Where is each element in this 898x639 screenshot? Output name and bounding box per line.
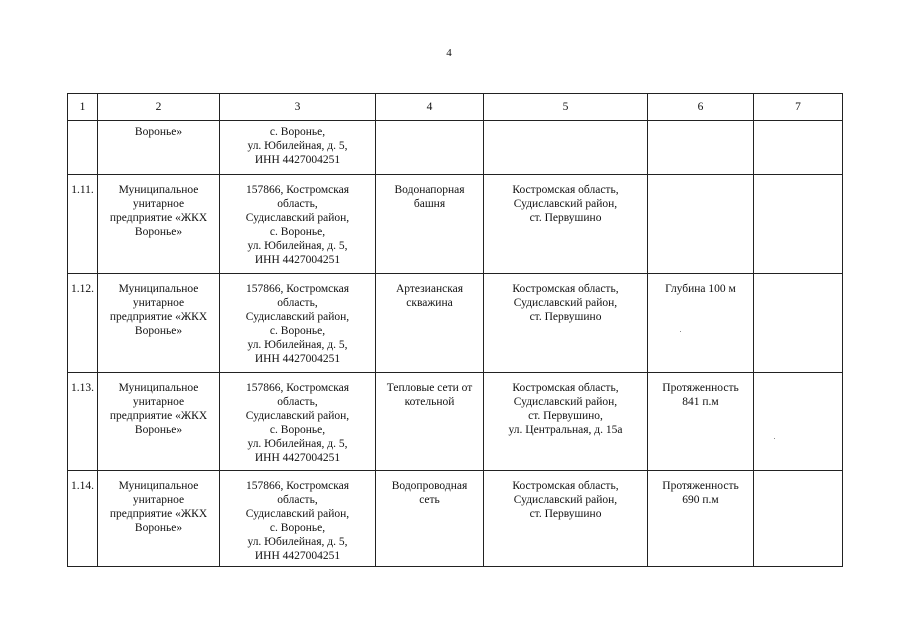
cell-characteristic: [648, 175, 754, 274]
cell-location: Костромская область, Судиславский район, ст. Первушино, ул. Центральная, д. 15а: [484, 373, 648, 471]
cell-owner: Муниципальное унитарное предприятие «ЖКХ Воронье»: [98, 373, 220, 471]
table-row: [68, 175, 843, 274]
cell-number: 1.13.: [68, 373, 98, 471]
table-row: [68, 274, 843, 373]
cell-number: 1.14.: [68, 471, 98, 567]
cell-object: Тепловые сети от котельной: [376, 373, 484, 471]
cell-characteristic: Протяженность 690 п.м: [648, 471, 754, 567]
cell-location: Костромская область, Судиславский район, ст. Первушино: [484, 471, 648, 567]
cell-owner: Воронье»: [98, 121, 220, 175]
cell-object: Водонапорная башня: [376, 175, 484, 274]
cell-location: [484, 121, 648, 175]
page-number: 4: [446, 47, 452, 59]
header-row: [68, 94, 843, 121]
table-row: [68, 471, 843, 567]
table-row-continuation: [68, 121, 843, 175]
cell-number: 1.11.: [68, 175, 98, 274]
cell-characteristic: Протяженность 841 п.м: [648, 373, 754, 471]
scan-speck: [774, 438, 775, 439]
cell-address: 157866, Костромская область, Судиславский район, с. Воронье, ул. Юбилейная, д. 5, ИНН 4427004251: [220, 175, 376, 274]
scan-speck: [680, 331, 681, 332]
cell-note: [754, 274, 843, 373]
cell-number: 1.12.: [68, 274, 98, 373]
header-cell: 5: [484, 94, 648, 121]
cell-address: 157866, Костромская область, Судиславский район, с. Воронье, ул. Юбилейная, д. 5, ИНН 4427004251: [220, 274, 376, 373]
cell-location: Костромская область, Судиславский район, ст. Первушино: [484, 175, 648, 274]
header-cell: 4: [376, 94, 484, 121]
cell-note: [754, 121, 843, 175]
cell-note: [754, 175, 843, 274]
cell-note: [754, 471, 843, 567]
property-registry-table: [67, 93, 843, 567]
cell-owner: Муниципальное унитарное предприятие «ЖКХ Воронье»: [98, 471, 220, 567]
cell-characteristic: Глубина 100 м: [648, 274, 754, 373]
header-cell: 2: [98, 94, 220, 121]
cell-note: [754, 373, 843, 471]
cell-owner: Муниципальное унитарное предприятие «ЖКХ Воронье»: [98, 274, 220, 373]
header-cell: 7: [754, 94, 843, 121]
header-cell: 6: [648, 94, 754, 121]
header-cell: 3: [220, 94, 376, 121]
header-cell: 1: [68, 94, 98, 121]
cell-address: 157866, Костромская область, Судиславский район, с. Воронье, ул. Юбилейная, д. 5, ИНН 4427004251: [220, 471, 376, 567]
cell-number: [68, 121, 98, 175]
cell-location: Костромская область, Судиславский район, ст. Первушино: [484, 274, 648, 373]
cell-address: 157866, Костромская область, Судиславский район, с. Воронье, ул. Юбилейная, д. 5, ИНН 4427004251: [220, 373, 376, 471]
cell-object: Водопроводная сеть: [376, 471, 484, 567]
cell-address: с. Воронье, ул. Юбилейная, д. 5, ИНН 4427004251: [220, 121, 376, 175]
cell-object: [376, 121, 484, 175]
cell-object: Артезианская скважина: [376, 274, 484, 373]
cell-characteristic: [648, 121, 754, 175]
cell-owner: Муниципальное унитарное предприятие «ЖКХ Воронье»: [98, 175, 220, 274]
table-row: [68, 373, 843, 471]
